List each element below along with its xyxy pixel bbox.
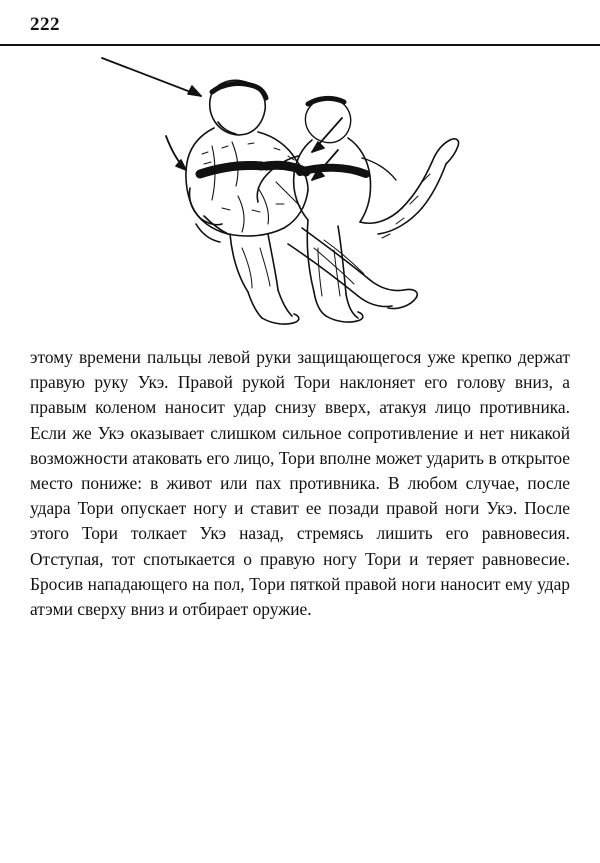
arrow-to-head: [102, 58, 201, 96]
header-divider: [0, 44, 600, 46]
figure-illustration: [62, 48, 540, 328]
page-number: 222: [30, 14, 60, 35]
arrow-to-arm: [166, 136, 186, 170]
arrow-to-knee: [312, 118, 342, 152]
body-paragraph: этому времени пальцы левой руки защищающегося уже крепко держат правую руку Укэ. Правой рукой Тори наклоняет его голову вниз, а правым коленом наносит удар снизу вверх, атакуя лицо противника. Если же Укэ оказывает слишком сильное сопротивление и нет никакой возможности атаковать его лицо, Тори вполне может ударить в открытое место пониже: в живот или пах противника. В любом случае, после удара Тори опускает ногу и ставит ее позади правой ноги Укэ. После этого Тори толкает Укэ назад, стремясь лишить его равновесия. Отступая, тот спотыкается о правую ногу Тори и теряет равновесие. Бросив нападающего на пол, Тори пяткой правой ноги наносит ему удар атэми сверху вниз и отбирает оружие.: [30, 347, 570, 620]
